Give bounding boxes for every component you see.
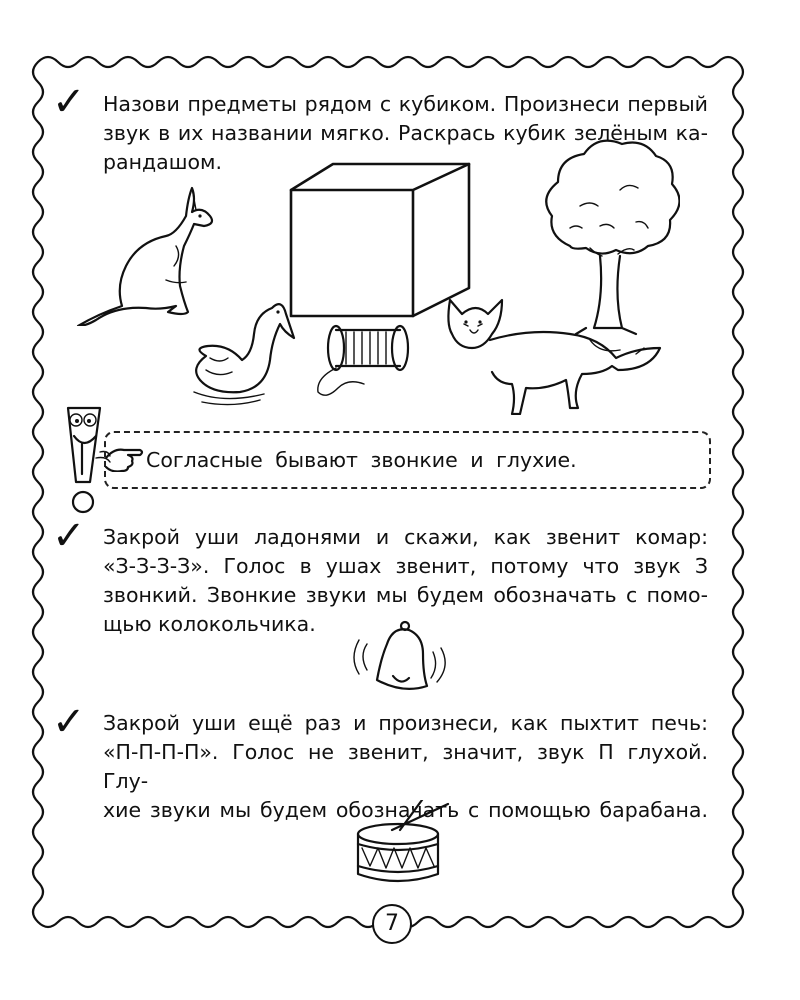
thread-spool-icon xyxy=(308,320,418,400)
task-2-line-2: «З-З-З-З». Голос в ушах звенит, потому что звук З xyxy=(103,554,708,578)
task-1-line-2: звук в их названии мягко. Раскрась кубик зелёным ка- xyxy=(103,121,708,145)
rule-text: Согласные бывают звонкие и глухие. xyxy=(146,448,577,472)
drum-icon xyxy=(352,800,452,890)
task-2-line-4: щью колокольчика. xyxy=(103,612,316,636)
check-mark-icon: ✓ xyxy=(52,79,86,125)
check-mark-icon: ✓ xyxy=(52,513,86,559)
task-3-line-1: Закрой уши ещё раз и произнеси, как пыхтит печь: xyxy=(103,711,708,735)
fox-icon xyxy=(440,290,665,415)
pointing-hand-icon xyxy=(104,444,144,472)
task-2-line-1: Закрой уши ладонями и скажи, как звенит комар: xyxy=(103,525,708,549)
bell-icon xyxy=(343,618,453,694)
task-3-line-2: «П-П-П-П». Голос не звенит, значит, звук П глухой. Глу- xyxy=(103,740,708,793)
page-number: 7 xyxy=(372,904,412,944)
check-mark-icon: ✓ xyxy=(52,699,86,745)
task-1-line-3: рандашом. xyxy=(103,150,222,174)
task-2-line-3: звонкий. Звонкие звуки мы будем обозначать с помо- xyxy=(103,583,708,607)
swan-icon xyxy=(180,292,300,412)
task-1-line-1: Назови предметы рядом с кубиком. Произнеси первый xyxy=(103,92,708,116)
task-3-line-3: хие звуки мы будем обозначать с помощью барабана. xyxy=(103,798,708,822)
